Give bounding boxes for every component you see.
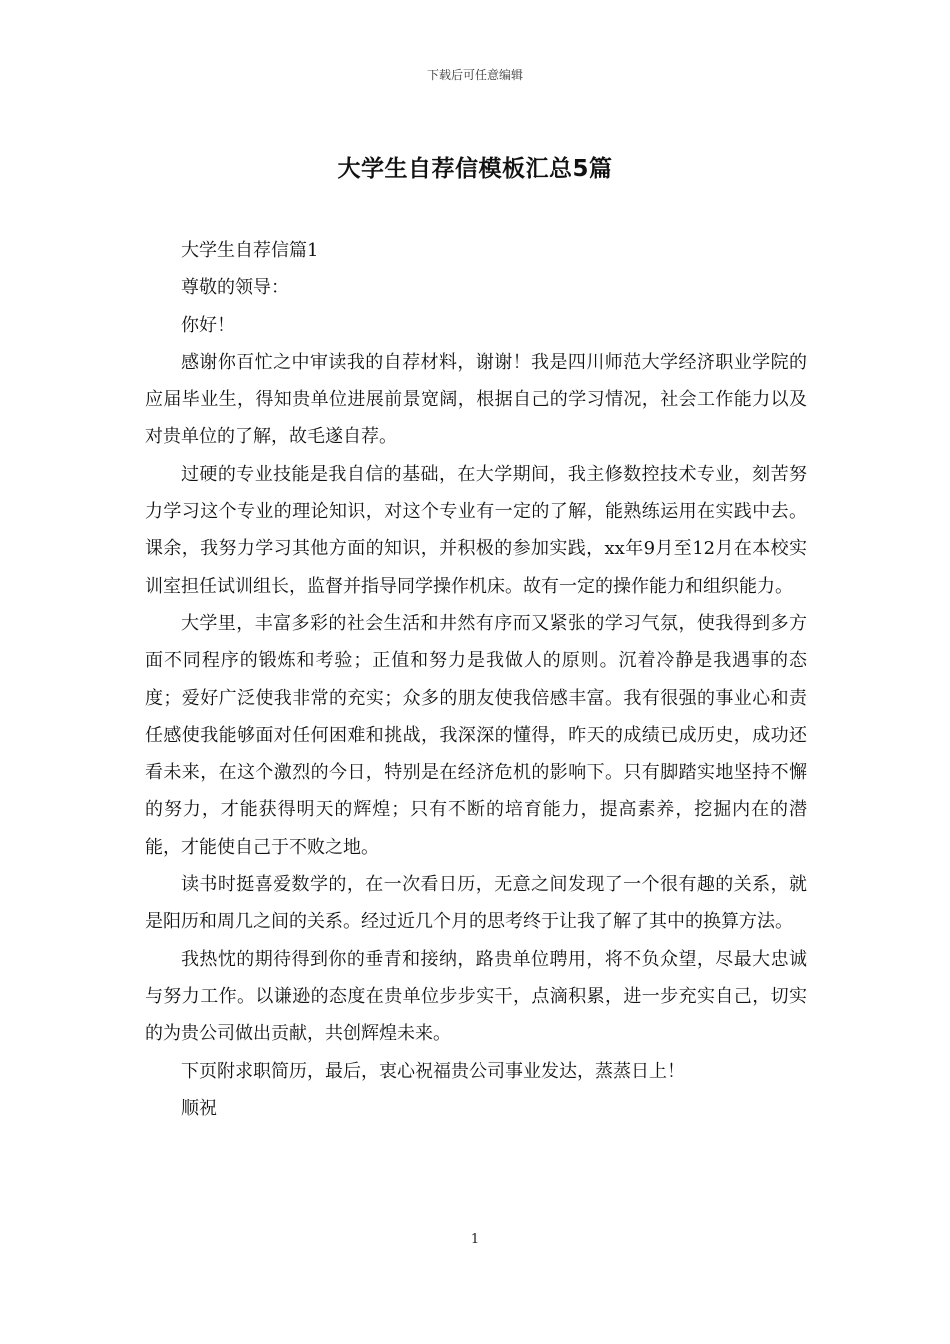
closing-paragraph: 下页附求职简历，最后，衷心祝福贵公司事业发达，蒸蒸日上！: [181, 1060, 685, 1082]
body-paragraph: 过硬的专业技能是我自信的基础，在大学期间，我主修数控技术专业，刻苦努力学习这个专业的理论知识，对这个专业有一定的了解，能熟练运用在实践中去。课余，我努力学习其他方面的知识，并积极的参加实践，xx年9月至12月在本校实训室担任试训组长，监督并指导同学操作机床。故有一定的操作能力和组织能力。: [145, 463, 807, 597]
salutation: 尊敬的领导：: [181, 277, 289, 299]
document-title: 大学生自荐信模板汇总5篇: [337, 156, 613, 182]
body-paragraph: 读书时挺喜爱数学的，在一次看日历，无意之间发现了一个很有趣的关系，就是阳历和周几之间的关系。经过近几个月的思考终于让我了解了其中的换算方法。: [145, 874, 807, 933]
body-paragraph: 我热忱的期待得到你的垂青和接纳，路贵单位聘用，将不负众望，尽最大忠诚与努力工作。以谦逊的态度在贵单位步步实干，点滴积累，进一步充实自己，切实的为贵公司做出贡献，共创辉煌未来。: [145, 948, 807, 1045]
section-heading: 大学生自荐信篇1: [181, 240, 319, 261]
greeting: 你好！: [181, 314, 235, 336]
body-paragraph: 感谢你百忙之中审读我的自荐材料，谢谢！我是四川师范大学经济职业学院的应届毕业生，得知贵单位进展前景宽阔，根据自己的学习情况，社会工作能力以及对贵单位的了解，故毛遂自荐。: [145, 351, 807, 448]
page-header-note: 下载后可任意编辑: [426, 68, 523, 82]
document-body: [145, 232, 807, 1127]
closing-wish: 顺祝: [181, 1097, 217, 1119]
page-number: 1: [470, 1232, 480, 1247]
body-paragraph: 大学里，丰富多彩的社会生活和井然有序而又紧张的学习气氛，使我得到多方面不同程序的锻炼和考验；正值和努力是我做人的原则。沉着冷静是我遇事的态度；爱好广泛使我非常的充实；众多的朋友使我倍感丰富。我有很强的事业心和责任感使我能够面对任何困难和挑战，我深深的懂得，昨天的成绩已成历史，成功还看未来，在这个激烈的今日，特别是在经济危机的影响下。只有脚踏实地坚持不懈的努力，才能获得明天的辉煌；只有不断的培育能力，提高素养，挖掘内在的潜能，才能使自己于不败之地。: [145, 612, 807, 858]
